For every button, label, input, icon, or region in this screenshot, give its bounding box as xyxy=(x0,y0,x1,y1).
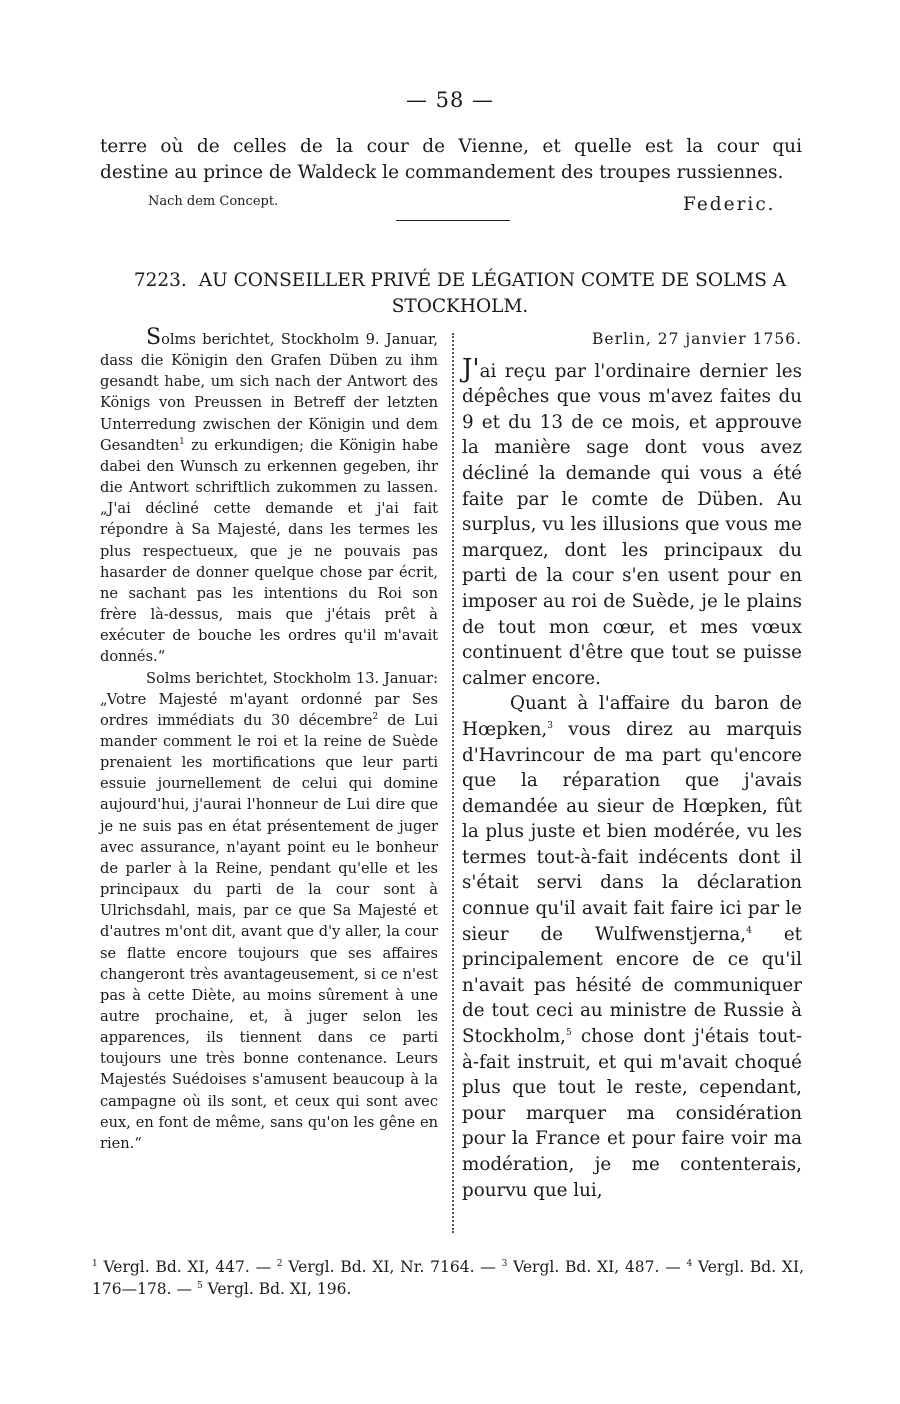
footnote-3: Vergl. Bd. XI, 487. — xyxy=(507,1258,687,1276)
summary-paragraph-2: Solms berichtet, Stockholm 13. Januar: „Votre Majesté m'ayant ordonné par Ses ordres immédiats du 30 décembre$^2$ de Lui mander comment le roi et la reine de Suède prenaient les mortifications que leur parti essuie journellement de celui qui domine aujourd'hui, j'aurai l'honneur de Lui dire que je ne suis pas en état présentement de juger avec assurance, n'ayant point eu le bonheur de parler à la Reine, pendant qu'elle et les principaux du parti de la cour sont à Ulrichsdahl, mais, par ce que Sa Majesté et d'autres m'ont dit, avant que d'y aller, la cour se flatte encore toujours que ses affaires changeront très avantageusement, si ce n'est pas à cette Diète, au moins sûrement à une autre prochaine, et, à juger selon les apparences, ils tiennent dans ce parti toujours une très bonne contenance. Leurs Majestés Suédoises s'amusent beaucoup à la campagne où ils sont, et ceux qui sont avec eux, en font de même, sans qu'on les gêne en rien.“ xyxy=(100,669,439,1152)
footnote-ref-2: 2 xyxy=(372,711,379,722)
footnote-ref-4: 4 xyxy=(746,925,752,936)
summary-paragraph-1: Solms berichtet, Stockholm 9. Januar, dass die Königin den Grafen Düben zu ihm gesandt habe, um sich nach der Antwort des Königs von Preussen in Betreff der letzten Unterredung zwischen der Königin und dem Gesandten$^1$ zu erkundigen; die Königin habe dabei den Wunsch zu erkennen gegeben, ihr die Antwort schriftlich zukommen zu lassen. „J'ai décliné cette demande et j'ai fait répondre à Sa Majesté, dans les termes les plus respectueux, que je ne pouvais pas hasarder de donner quelque chose par écrit, ne sachant pas les intentions du Roi son frère là-dessus, mais que j'étais prêt à exécuter de bouche les ordres qu'il m'avait donnés.“ xyxy=(100,325,438,666)
source-note: Nach dem Concept. xyxy=(148,194,279,209)
footnote-ref-3: 3 xyxy=(547,720,553,731)
page-number: — 58 — xyxy=(405,88,495,112)
footnote-ref-5: 5 xyxy=(565,1027,572,1038)
summary-column xyxy=(100,327,438,1154)
column-divider xyxy=(452,333,454,1233)
carryover-line-2: destine au prince de Waldeck le commandement des troupes russiennes. xyxy=(100,162,784,183)
footnote-4: Vergl. Bd. XI, 176—178. — xyxy=(92,1258,804,1298)
letter-paragraph-2: Quant à l'affaire du baron de Hœpken,$^3$ vous direz au marquis d'Havrincour de ma part qu'encore que la réparation que j'avais demandée au sieur de Hœpken, fût la plus juste et bien modérée, vu les termes tout-à-fait indécents dont il s'était servi dans la déclaration connue qu'il avait fait faire ici par le sieur de Wulfwenstjerna,$^4$ et principalement encore de ce qu'il n'avait pas hésité de communiquer de tout ceci au ministre de Russie à Stockholm,$^5$ chose dont j'étais tout-à-fait instruit, et qui m'avait choqué plus que tout le reste, cependant, pour marquer ma considération pour la France et pour faire voir ma modération, je me contenterais, pourvu que lui, xyxy=(462,693,802,1201)
dateline: Berlin, 27 janvier 1756. xyxy=(592,330,802,348)
section-divider xyxy=(396,220,510,221)
drop-initial: S xyxy=(146,325,162,350)
letter-column xyxy=(462,327,802,1203)
footnote-5: Vergl. Bd. XI, 196. xyxy=(202,1280,352,1298)
footnotes: $^1$ Vergl. Bd. XI, 447. — $^2$ Vergl. Bd. XI, Nr. 7164. — $^3$ Vergl. Bd. XI, 487. — $^4$ Vergl. Bd. XI, 176—178. — $^5$ Vergl. Bd. XI, 196. xyxy=(92,1258,804,1298)
footnote-ref-1: 1 xyxy=(179,436,185,447)
footnote-1: Vergl. Bd. XI, 447. — xyxy=(97,1258,277,1276)
letter-number: 7223. xyxy=(133,270,187,291)
carryover-text xyxy=(100,134,802,186)
letter-heading xyxy=(120,268,800,320)
carryover-line-1: terre où de celles de la cour de Vienne, et quelle est la cour qui xyxy=(100,136,802,157)
signature: Federic. xyxy=(683,194,776,215)
letter-paragraph-1: J'ai reçu par l'ordinaire dernier les dépêches que vous m'avez faites du 9 et du 13 de ce mois, et approuve la manière sage dont vous avez décliné la demande qui vous a été faite par le comte de Düben. Au surplus, vu les illusions que vous me marquez, dont les principaux du parti de la cour s'en usent pour en imposer au roi de Suède, je le plains de tout mon cœur, et mes vœux continuent d'être que tout se puisse calmer encore. xyxy=(462,353,802,689)
letter-title: AU CONSEILLER PRIVÉ DE LÉGATION COMTE DE SOLMS A STOCKHOLM. xyxy=(198,270,787,317)
footnote-2: Vergl. Bd. XI, Nr. 7164. — xyxy=(282,1258,502,1276)
